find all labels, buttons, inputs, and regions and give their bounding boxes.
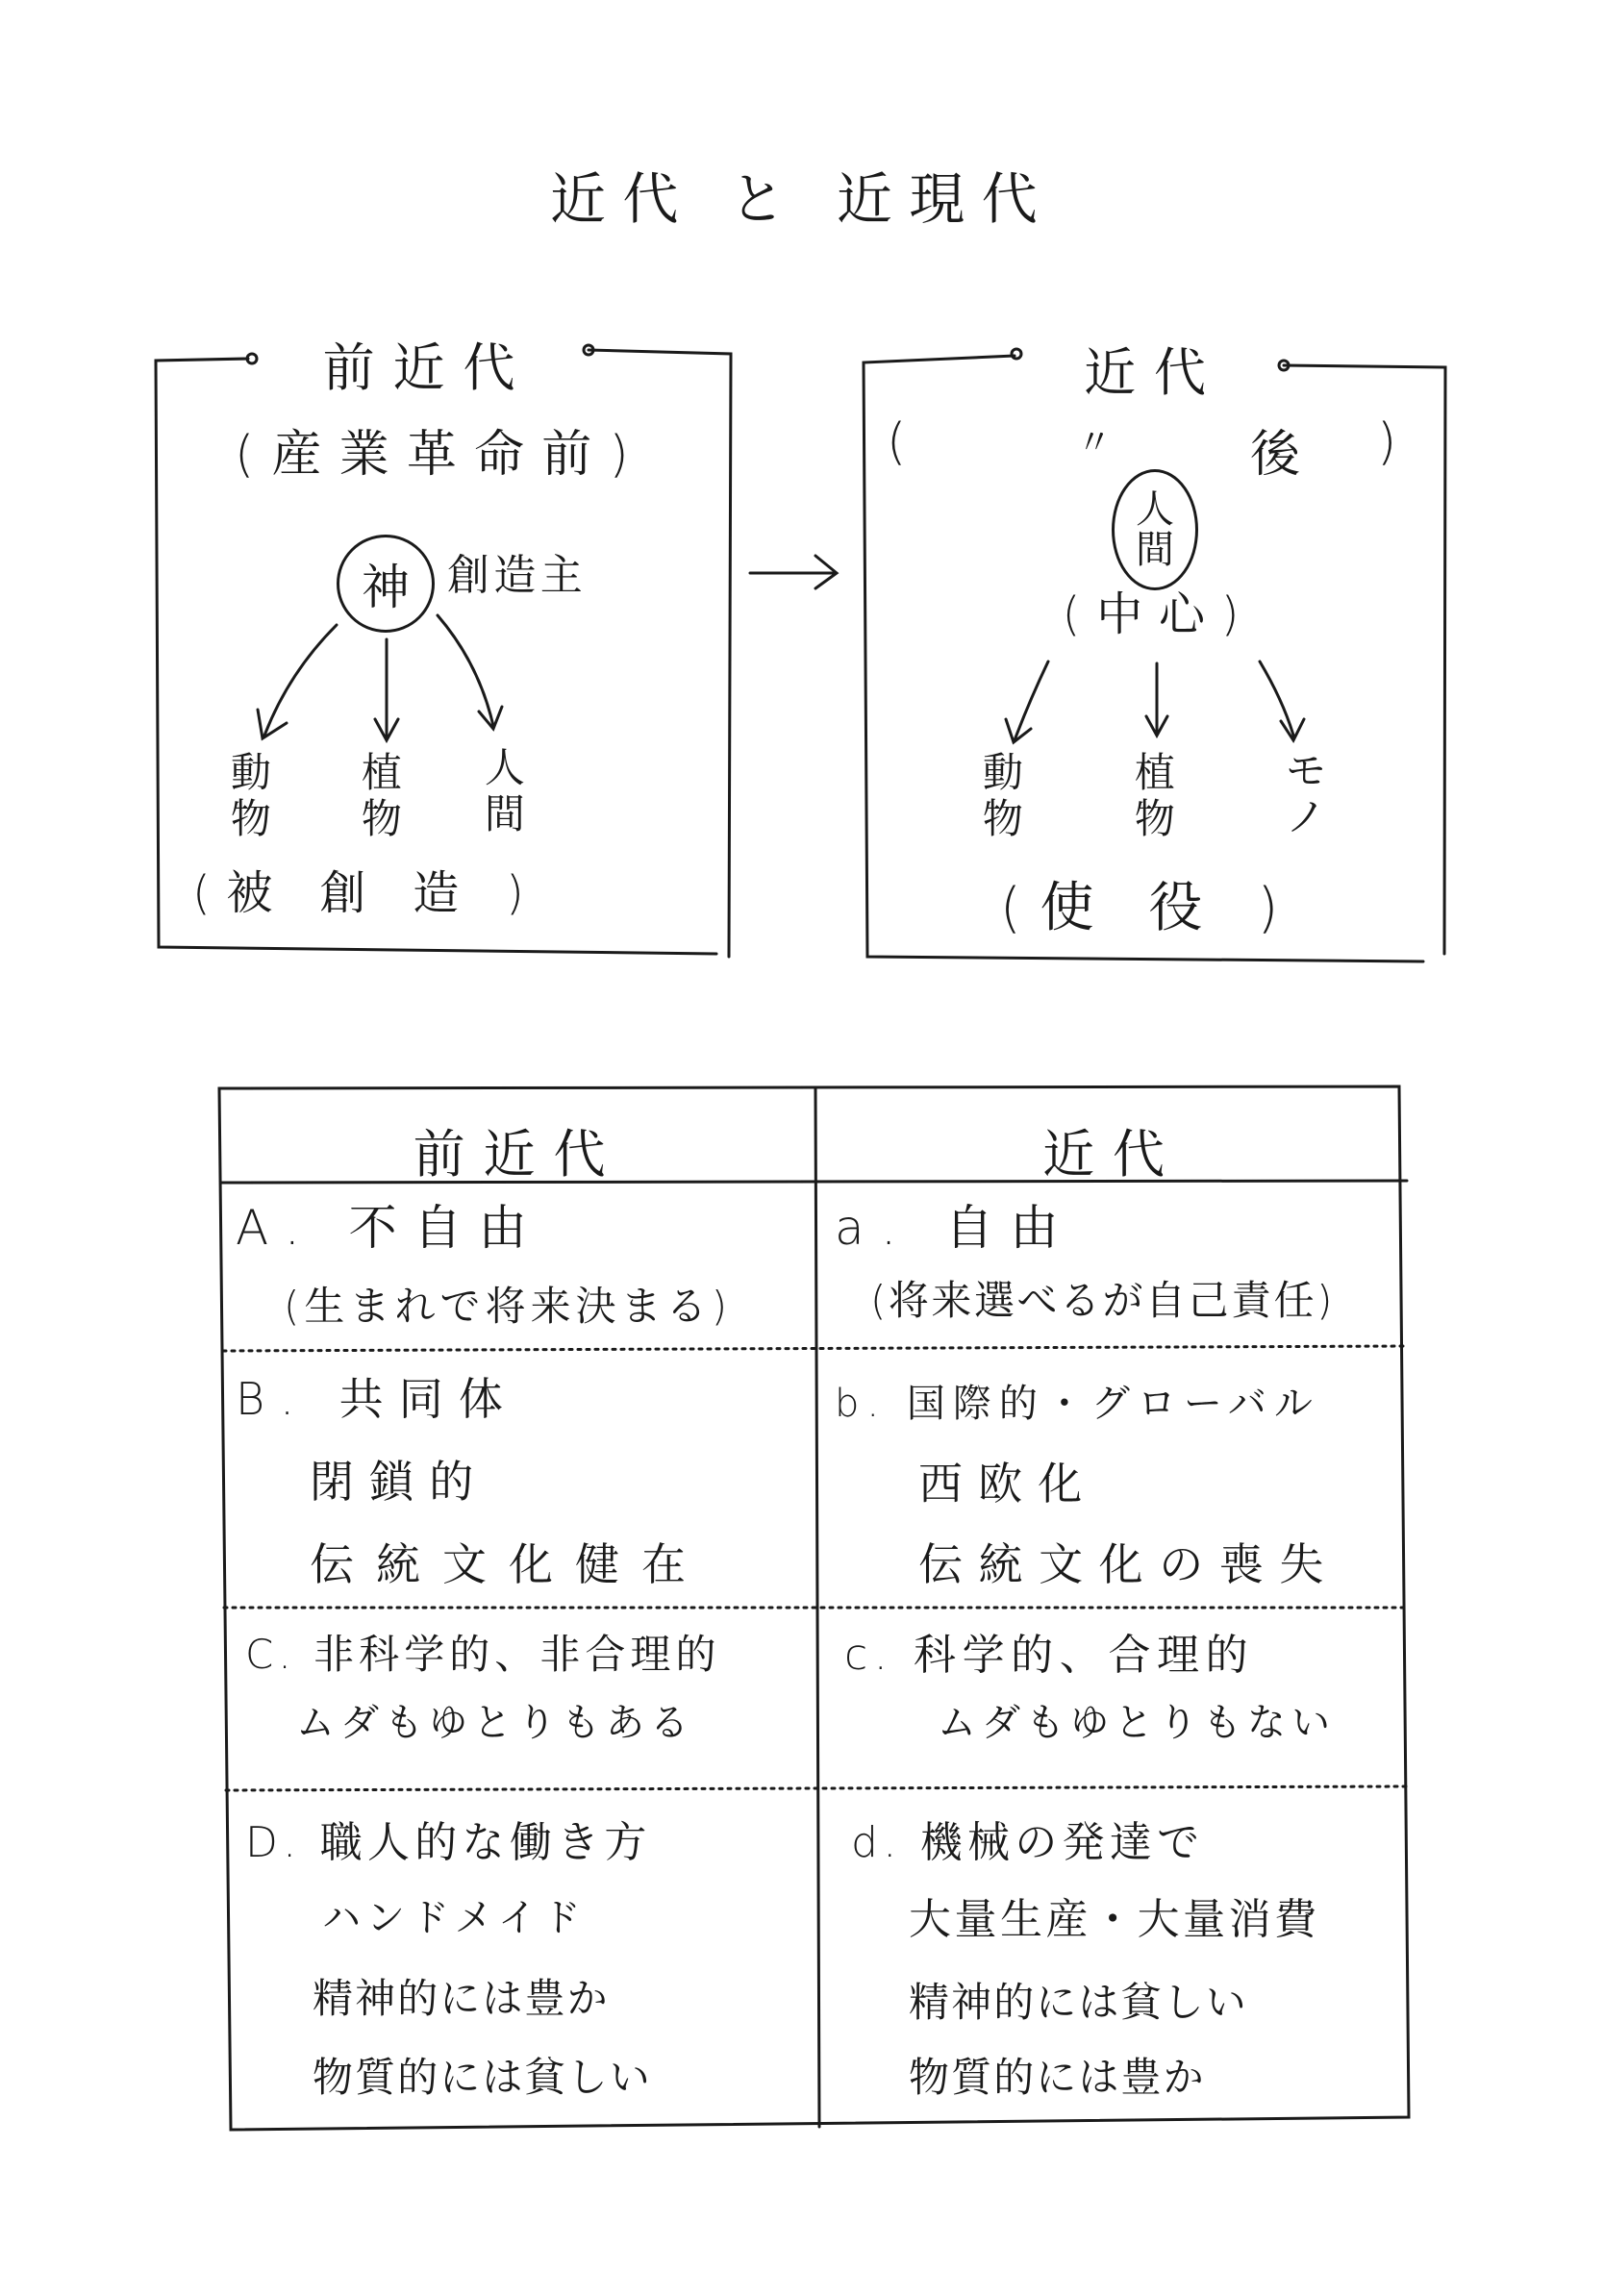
left-item-humans: [473, 745, 540, 838]
right-item-animals: [971, 750, 1039, 843]
left-box-bottom-label: (被 創 造 ): [192, 866, 540, 920]
table-dotted-line-3: [226, 1786, 1407, 1790]
right-box-bottom-label: (使 役 ): [1000, 877, 1297, 939]
right-box-subtitle-word: 後: [1250, 426, 1318, 484]
right-item-things: [1274, 748, 1341, 841]
row-b-left-3: 伝統文化健在: [310, 1538, 708, 1590]
left-arrow-3: [438, 615, 502, 729]
row-d-left-4: 物質的には貧しい: [313, 2054, 652, 2101]
human-circle: [1112, 469, 1198, 590]
right-box-heading: 近代: [1084, 342, 1224, 403]
page-title: 近代 と 近現代: [549, 166, 1055, 232]
row-d-right-2: 大量生産・大量消費: [909, 1895, 1320, 1944]
row-c-left-1: C. 非科学的、非合理的: [245, 1631, 721, 1678]
center-label: (中心): [1062, 587, 1256, 641]
row-d-right-1: d. 機械の発達で: [851, 1818, 1205, 1867]
row-b-right-3: 伝統文化の喪失: [918, 1538, 1340, 1590]
row-a-left-sub: (生まれで将来決まる): [284, 1283, 733, 1330]
right-arrow-1: [1006, 661, 1048, 742]
right-box-subtitle-close: ): [1377, 413, 1415, 471]
left-item-plants-line2: 物: [361, 795, 407, 843]
right-item-plants-line2: 物: [1134, 795, 1180, 843]
human-circle-bottom: 間: [1136, 528, 1174, 572]
right-arrow-3: [1260, 661, 1304, 740]
row-d-right-4: 物質的には豊か: [909, 2054, 1206, 2101]
creator-label: 創造主: [447, 551, 588, 600]
row-b-right-2: 西欧化: [918, 1458, 1098, 1510]
row-b-left-1: B. 共同体: [236, 1373, 518, 1425]
row-c-left-2: ムダもゆとりもある: [296, 1701, 694, 1745]
right-item-animals-line1: 動: [982, 749, 1028, 796]
right-item-things-line2: ノ: [1285, 793, 1331, 841]
left-item-animals-line2: 物: [230, 795, 276, 843]
god-circle: 神: [337, 535, 435, 633]
row-c-right-2: ムダもゆとりもない: [938, 1701, 1336, 1745]
row-a-right-title: a. 自由: [835, 1200, 1075, 1256]
row-d-right-3: 精神的には貧しい: [909, 1979, 1248, 2026]
left-arrow-1: [258, 625, 337, 738]
left-item-humans-line1: 人: [484, 744, 530, 791]
right-arrow-2: [1146, 663, 1167, 736]
left-item-animals-line1: 動: [230, 749, 276, 796]
row-d-left-2: ハンドメイド: [322, 1896, 587, 1940]
arrow-between-boxes: [750, 556, 837, 588]
right-item-plants: [1123, 750, 1190, 843]
table-header-premodern: 前近代: [413, 1124, 624, 1185]
right-box-subtitle-open: (: [887, 413, 924, 471]
table-header-modern: 近代: [1042, 1124, 1183, 1185]
left-item-plants-line1: 植: [361, 749, 407, 796]
row-d-left-1: D. 職人的な働き方: [245, 1818, 652, 1867]
left-box-pin-left: [247, 354, 257, 363]
left-box-heading: 前近代: [322, 337, 534, 398]
row-b-left-2: 閉鎖的: [310, 1456, 489, 1508]
left-box-subtitle: (産業革命前): [235, 426, 646, 484]
right-item-plants-line1: 植: [1134, 749, 1180, 796]
left-item-plants: [350, 750, 417, 843]
right-box-pin-left: [1012, 349, 1021, 359]
row-c-right-1: c. 科学的、合理的: [844, 1631, 1255, 1680]
left-item-animals: [219, 750, 287, 843]
left-item-humans-line2: 間: [484, 790, 530, 838]
right-item-things-line1: モ: [1285, 747, 1331, 794]
human-circle-top: 人: [1136, 487, 1174, 532]
right-box-subtitle-ditto: 〃: [1077, 423, 1124, 462]
row-d-left-3: 精神的には豊か: [313, 1975, 610, 2022]
row-b-right-1: b. 国際的・グローバル: [835, 1382, 1320, 1426]
left-arrow-2: [375, 639, 398, 740]
row-a-right-sub: (将来選べるが自己責任): [870, 1277, 1336, 1324]
row-a-left-title: A. 不自由: [236, 1200, 544, 1256]
right-item-animals-line2: 物: [982, 795, 1028, 843]
